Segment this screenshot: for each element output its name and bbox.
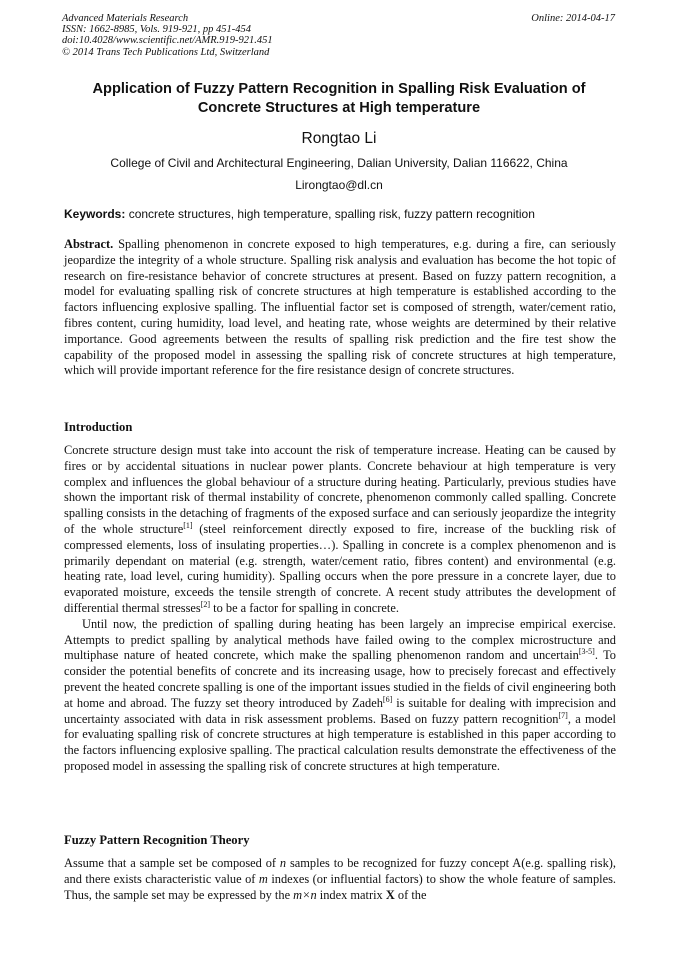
author-affiliation: College of Civil and Architectural Engineering, Dalian University, Dalian 116622, China bbox=[110, 156, 568, 170]
intro-p1-text-b: (steel reinforcement directly exposed to fire, increase of the buckling risk of compressed elements, loss of insulating properties…). Spalling in concrete is a complex phenomenon and is primarily dependant on material (e.g. strength, water/cement ratio, fibres content) and environmental (e.g. heating rate, load level, curing humidity). Spalling occurs when the pore pressure in a concrete layer, due to evaporated moisture, exceeds the tensile strength of concrete. A recent study attributes the development of differential thermal stresses bbox=[64, 521, 616, 615]
author-name: Rongtao Li bbox=[301, 130, 377, 147]
var-m: m bbox=[258, 871, 268, 886]
intro-p2-text-d: , a model for evaluating spalling risk of concrete structures at high temperature is established in this paper according to the factors influencing explosive spalling. The practical calculation results demonstrate the effectiveness of the proposed model in assessing the spalling risk of concrete structures at high temperature. bbox=[64, 711, 616, 773]
var-m-times-n: m×n bbox=[293, 887, 317, 902]
introduction-section bbox=[64, 443, 616, 775]
intro-p1-text-a: Concrete structure design must take into account the risk of temperature increase. Heating can be caused by fires or by accidental situations in nuclear power plants. Concrete behaviour at high temperature is very complex and influences the global behaviour of a structure during heating. Particularly, previous studies have shown the important risk of thermal instability of concrete, phenomenon commonly called spalling. Concrete spalling consists in the detaching of fragments of the exposed surface and can seriously jeopardize the integrity of the whole structure bbox=[64, 443, 616, 536]
author-email: Lirongtao@dl.cn bbox=[295, 178, 383, 192]
intro-p2-text-a: Until now, the prediction of spalling during heating has been largely an imprecise empirical exercise. Attempts to predict spalling by analytical methods have failed owing to the complex microstructure and multiphase nature of heated concrete, which make the spalling phenomenon random and uncertain bbox=[64, 616, 616, 663]
intro-p2-text-b: . To consider the potential benefits of concrete and its increasing usage, how to precisely forecast and effectively prevent the heated concrete spalling is one of the important issues studied in the fields of civil engineering both at home and abroad. The fuzzy set theory introduced by Zadeh bbox=[64, 648, 616, 710]
title-line-2: Concrete Structures at High temperature bbox=[197, 100, 481, 116]
paper-title bbox=[40, 80, 638, 118]
fuzzy-text-4: index matrix bbox=[316, 887, 386, 902]
copyright-line: © 2014 Trans Tech Publications Ltd, Switzerland bbox=[62, 46, 270, 58]
abstract-label: Abstract. bbox=[64, 237, 114, 251]
keywords-line bbox=[64, 207, 616, 221]
fuzzy-text-2: samples to be recognized for fuzzy concept A(e.g. spalling risk), and there exists characteristic value of bbox=[64, 856, 616, 886]
fuzzy-text-1: Assume that a sample set be composed of bbox=[64, 856, 280, 870]
issn-line: ISSN: 1662-8985, Vols. 919-921, pp 451-454 bbox=[62, 24, 251, 36]
intro-paragraph-1 bbox=[64, 443, 616, 617]
journal-name: Advanced Materials Research bbox=[62, 13, 189, 24]
fuzzy-text-5: of the bbox=[394, 887, 427, 902]
citation-1[interactable]: [1] bbox=[183, 520, 193, 530]
doi-line: doi:10.4028/www.scientific.net/AMR.919-921.451 bbox=[62, 35, 273, 47]
fuzzy-theory-heading: Fuzzy Pattern Recognition Theory bbox=[64, 833, 250, 847]
citation-2[interactable]: [2] bbox=[200, 599, 211, 609]
title-line-1: Application of Fuzzy Pattern Recognition in Spalling Risk Evaluation of bbox=[92, 81, 586, 97]
abstract-text: Spalling phenomenon in concrete exposed to high temperatures, e.g. during a fire, can seriously jeopardize the integrity of a whole structure. Spalling risk analysis and evaluation has become the hot topic of research on fire-resistance behavior of concrete structures at present. Based on fuzzy pattern recognition, a model for evaluating spalling risk of concrete structures at high temperature is established according to the factors influencing explosive spalling. The influential factor set is composed of strength, water/cement ratio, fibres content, curing humidity, load level, and heating rate, whose weights are determined by their relative importance. Good agreements between the results of spalling risk prediction and the fire test show the capability of the proposed model in assessing the spalling risk of concrete structures at high temperature, which will provide important reference for the fire resistance design of concrete structures. bbox=[64, 237, 616, 378]
abstract-paragraph bbox=[64, 237, 616, 379]
keywords-label: Keywords: bbox=[64, 207, 126, 221]
intro-p2-text-c: is suitable for dealing with imprecision and uncertainty associated with data in risk assessment problems. Based on fuzzy pattern recognition bbox=[64, 695, 616, 726]
fuzzy-theory-section bbox=[64, 856, 616, 903]
matrix-x: X bbox=[385, 887, 395, 902]
intro-p1-text-c: to be a factor for spalling in concrete. bbox=[210, 600, 399, 615]
fuzzy-text-3: indexes (or influential factors) to show the whole feature of samples. Thus, the sample set may be expressed by the bbox=[64, 871, 617, 902]
online-date: Online: 2014-04-17 bbox=[531, 13, 615, 24]
keywords-text: concrete structures, high temperature, spalling risk, fuzzy pattern recognition bbox=[125, 207, 535, 221]
intro-paragraph-2 bbox=[64, 617, 616, 775]
introduction-heading: Introduction bbox=[64, 420, 133, 434]
citation-7[interactable]: [7] bbox=[558, 710, 568, 720]
var-n: n bbox=[279, 856, 287, 870]
citation-3-5[interactable]: [3-5] bbox=[578, 647, 595, 657]
journal-header bbox=[62, 13, 615, 58]
fuzzy-paragraph-1 bbox=[64, 856, 616, 903]
citation-6[interactable]: [6] bbox=[382, 694, 393, 704]
